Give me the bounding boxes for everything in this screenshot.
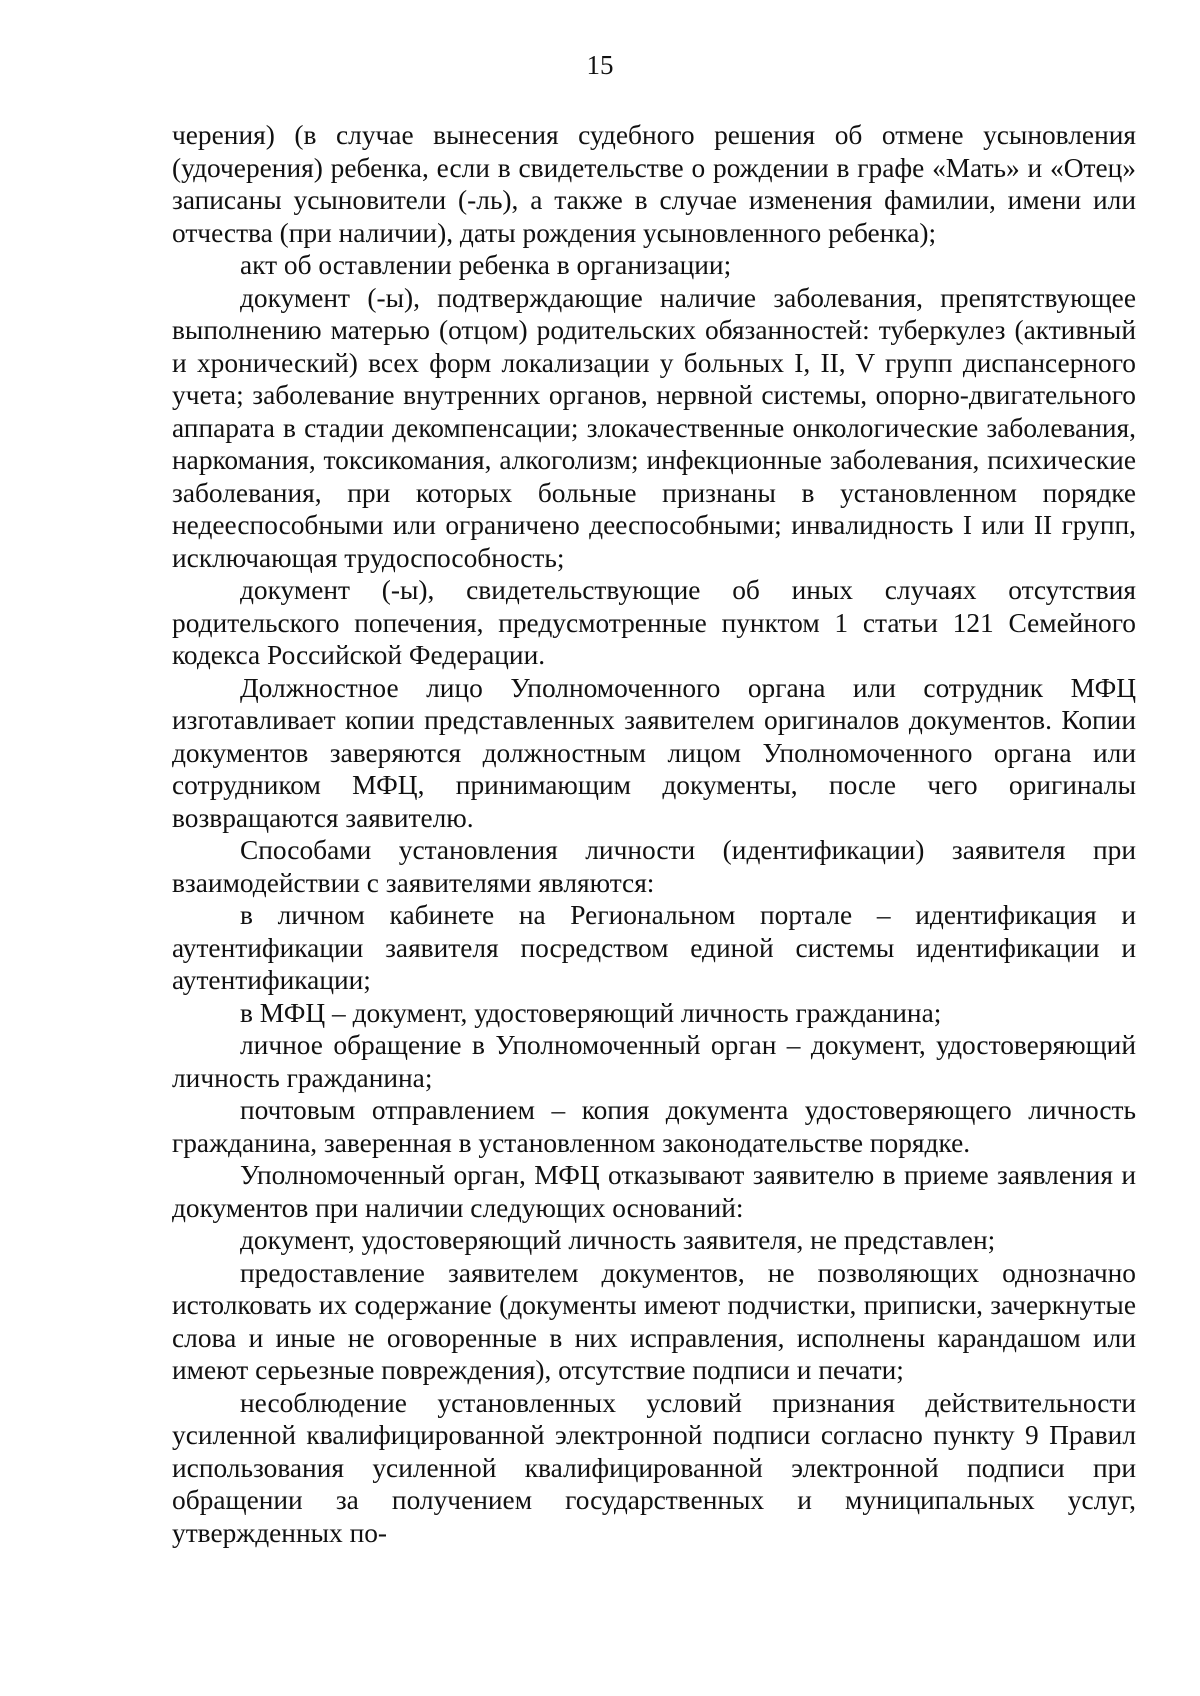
page-number: 15: [586, 50, 614, 80]
paragraph: в МФЦ – документ, удостоверяющий личность гражданина;: [240, 997, 942, 1028]
paragraph-continuation: черения) (в случае вынесения судебного решения об отмене усыновления (удочерения) ребенка, если в свидетельстве о рождении в графе «Мать» и «Отец» записаны усыновители (-ль), а также в случае изменения фамилии, имени или отчества (при наличии), даты рождения усыновленного ребенка);: [172, 120, 1136, 248]
paragraph: почтовым отправлением – копия документа удостоверяющего личность гражданина, заверенная в установленном законодательстве порядке.: [172, 1095, 1136, 1158]
paragraph: Уполномоченный орган, МФЦ отказывают заявителю в приеме заявления и документов при наличии следующих оснований:: [172, 1160, 1136, 1223]
paragraph: предоставление заявителем документов, не позволяющих однозначно истолковать их содержание (документы имеют подчистки, приписки, зачеркнутые слова и иные не оговоренные в них исправления, исполнены карандашом или имеют серьезные повреждения), отсутствие подписи и печати;: [172, 1257, 1136, 1385]
paragraph: документ (-ы), свидетельствующие об иных случаях отсутствия родительского попечения, предусмотренные пунктом 1 статьи 121 Семейного кодекса Российской Федерации.: [172, 575, 1136, 670]
paragraph: личное обращение в Уполномоченный орган – документ, удостоверяющий личность гражданина;: [172, 1030, 1136, 1093]
body-text: [172, 119, 1136, 1549]
paragraph: в личном кабинете на Региональном портале – идентификация и аутентификации заявителя посредством единой системы идентификации и аутентификации;: [172, 900, 1136, 995]
paragraph: акт об оставлении ребенка в организации;: [240, 250, 732, 280]
paragraph: Должностное лицо Уполномоченного органа или сотрудник МФЦ изготавливает копии представленных заявителем оригиналов документов. Копии документов заверяются должностным лицом Уполномоченного органа или сотрудником МФЦ, принимающим документы, после чего оригиналы возвращаются заявителю.: [172, 672, 1136, 833]
paragraph: несоблюдение установленных условий признания действительности усиленной квалифицированной электронной подписи согласно пункту 9 Правил использования усиленной квалифицированной электронной подписи при обращении за получением государственных и муниципальных услуг, утвержденных по-: [172, 1387, 1136, 1548]
paragraph: Способами установления личности (идентификации) заявителя при взаимодействии с заявителями являются:: [172, 835, 1136, 898]
paragraph: документ, удостоверяющий личность заявителя, не представлен;: [240, 1225, 996, 1255]
paragraph: документ (-ы), подтверждающие наличие заболевания, препятствующее выполнению матерью (отцом) родительских обязанностей: туберкулез (активный и хронический) всех форм локализации у больных I, II, V групп диспансерного учета; заболевание внутренних органов, нервной системы, опорно-двигательного аппарата в стадии декомпенсации; злокачественные онкологические заболевания, наркомания, токсикомания, алкоголизм; инфекционные заболевания, психические заболевания, при которых больные признаны в установленном порядке недееспособными или ограничено дееспособными; инвалидность I или II групп, исключающая трудоспособность;: [172, 282, 1136, 573]
